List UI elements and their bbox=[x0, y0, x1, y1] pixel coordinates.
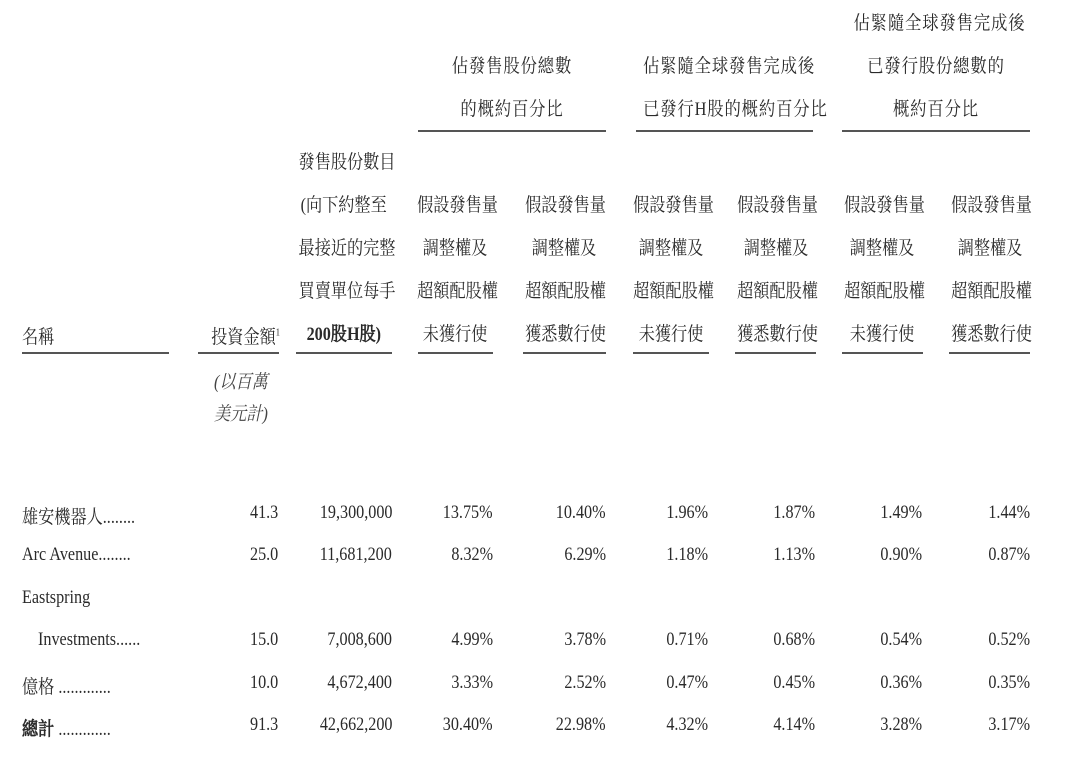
header-line: 200股H股) bbox=[306, 324, 382, 345]
cell-pct: 30.40% bbox=[443, 714, 493, 735]
column-underline bbox=[949, 352, 1030, 354]
dot-leader: ............. bbox=[54, 677, 111, 698]
column-header-h-fully-exercised bbox=[730, 184, 822, 356]
header-line: 超額配股權 bbox=[525, 281, 606, 302]
row-name: 億格 bbox=[22, 677, 55, 698]
column-header-investment bbox=[198, 322, 280, 349]
column-underline bbox=[523, 352, 606, 354]
column-header-total-fully-exercised bbox=[944, 184, 1036, 356]
header-line: 的概約百分比 bbox=[460, 99, 564, 120]
dot-leader: ............. bbox=[54, 719, 111, 740]
cell-shares: 4,672,400 bbox=[327, 672, 392, 693]
cell-investment: 41.3 bbox=[249, 502, 278, 523]
header-line: 調整權及 bbox=[638, 238, 704, 259]
cell-pct: 1.18% bbox=[666, 544, 708, 565]
cell-pct: 0.47% bbox=[666, 672, 708, 693]
cell-pct: 1.87% bbox=[773, 502, 815, 523]
cell-pct: 1.44% bbox=[988, 502, 1030, 523]
header-line: 獲悉數行使 bbox=[525, 324, 606, 345]
row-name-continued: Investments bbox=[38, 629, 117, 650]
header-line: 調整權及 bbox=[422, 238, 488, 259]
group-underline bbox=[636, 130, 813, 132]
cell-pct: 0.90% bbox=[880, 544, 922, 565]
header-line: 最接近的完整 bbox=[298, 238, 396, 259]
column-underline bbox=[198, 352, 279, 354]
cell-pct: 3.33% bbox=[451, 672, 493, 693]
footnote-marker: 1 bbox=[275, 327, 280, 339]
header-line: 調整權及 bbox=[849, 238, 915, 259]
header-line: 已發行股份總數的 bbox=[867, 56, 1005, 77]
cell-pct: 0.68% bbox=[773, 629, 815, 650]
column-header-investment-label: 投資金額 bbox=[211, 327, 276, 348]
cell-pct: 0.36% bbox=[880, 672, 922, 693]
column-underline bbox=[296, 352, 392, 354]
header-line: 超額配股權 bbox=[844, 281, 925, 302]
cell-shares: 19,300,000 bbox=[319, 502, 392, 523]
unit-line: (以百萬 bbox=[214, 372, 268, 393]
group-underline bbox=[418, 130, 606, 132]
header-line: 買賣單位每手 bbox=[298, 281, 396, 302]
cell-pct: 0.71% bbox=[666, 629, 708, 650]
dot-leader: ........ bbox=[98, 544, 131, 565]
column-header-offer-not-exercised bbox=[410, 184, 500, 356]
cell-pct: 10.40% bbox=[556, 502, 606, 523]
column-underline bbox=[633, 352, 709, 354]
header-line: 佔緊隨全球發售完成後 bbox=[643, 56, 816, 77]
header-line: 超額配股權 bbox=[737, 281, 818, 302]
cell-pct: 4.14% bbox=[773, 714, 815, 735]
header-line: 假設發售量 bbox=[633, 195, 714, 216]
column-underline bbox=[842, 352, 923, 354]
header-line: 未獲行使 bbox=[638, 324, 704, 345]
group-underline bbox=[842, 130, 1030, 132]
header-line: 概約百分比 bbox=[892, 99, 979, 120]
column-underline bbox=[735, 352, 816, 354]
dot-leader: ........ bbox=[102, 507, 136, 528]
column-header-name-label: 名稱 bbox=[22, 327, 55, 348]
header-line: 調整權及 bbox=[743, 238, 809, 259]
header-line: 發售股份數目 bbox=[298, 152, 396, 173]
cell-pct: 0.87% bbox=[988, 544, 1030, 565]
cell-investment: 25.0 bbox=[249, 544, 278, 565]
column-underline bbox=[418, 352, 493, 354]
column-header-offer-fully-exercised bbox=[518, 184, 610, 356]
cell-pct: 6.29% bbox=[564, 544, 606, 565]
group-header-total-shares bbox=[840, 13, 1032, 142]
cell-pct: 1.49% bbox=[880, 502, 922, 523]
cell-pct: 3.78% bbox=[564, 629, 606, 650]
header-line: 獲悉數行使 bbox=[737, 324, 818, 345]
dot-leader: ...... bbox=[116, 629, 141, 650]
header-line: 調整權及 bbox=[957, 238, 1023, 259]
cell-shares: 7,008,600 bbox=[327, 629, 392, 650]
header-line: 獲悉數行使 bbox=[951, 324, 1032, 345]
header-line: 超額配股權 bbox=[417, 281, 498, 302]
column-header-h-not-exercised bbox=[626, 184, 716, 356]
cell-pct: 22.98% bbox=[556, 714, 606, 735]
row-name: 總計 bbox=[22, 719, 55, 740]
header-line: 未獲行使 bbox=[422, 324, 488, 345]
header-line: 假設發售量 bbox=[951, 195, 1032, 216]
column-underline bbox=[22, 352, 169, 354]
cell-pct: 13.75% bbox=[443, 502, 493, 523]
cell-shares: 11,681,200 bbox=[319, 544, 392, 565]
cell-pct: 8.32% bbox=[451, 544, 493, 565]
header-line: 調整權及 bbox=[531, 238, 597, 259]
cell-pct: 3.28% bbox=[880, 714, 922, 735]
cell-pct: 0.45% bbox=[773, 672, 815, 693]
cell-investment: 15.0 bbox=[249, 629, 278, 650]
column-header-name bbox=[22, 322, 60, 349]
header-line: 超額配股權 bbox=[951, 281, 1032, 302]
cell-investment: 10.0 bbox=[249, 672, 278, 693]
cell-pct: 2.52% bbox=[564, 672, 606, 693]
cell-investment: 91.3 bbox=[249, 714, 278, 735]
cell-pct: 0.54% bbox=[880, 629, 922, 650]
cell-pct: 4.32% bbox=[666, 714, 708, 735]
row-name: Eastspring bbox=[22, 587, 91, 608]
header-line: 未獲行使 bbox=[849, 324, 915, 345]
cell-pct: 4.99% bbox=[451, 629, 493, 650]
row-name: 雄安機器人 bbox=[22, 507, 103, 528]
header-line: 佔發售股份總數 bbox=[451, 56, 573, 77]
header-line: 假設發售量 bbox=[844, 195, 925, 216]
column-header-total-not-exercised bbox=[837, 184, 927, 356]
cell-pct: 0.35% bbox=[988, 672, 1030, 693]
header-line: 假設發售量 bbox=[525, 195, 606, 216]
cell-pct: 1.13% bbox=[773, 544, 815, 565]
header-line: 超額配股權 bbox=[633, 281, 714, 302]
header-line: 佔緊隨全球發售完成後 bbox=[853, 13, 1026, 34]
header-line: 假設發售量 bbox=[417, 195, 498, 216]
cell-pct: 1.96% bbox=[666, 502, 708, 523]
cell-pct: 3.17% bbox=[988, 714, 1030, 735]
cell-pct: 0.52% bbox=[988, 629, 1030, 650]
row-name: Arc Avenue bbox=[22, 544, 99, 565]
header-line: (向下約整至 bbox=[300, 195, 388, 216]
investment-unit-note: (以百萬 美元計) bbox=[214, 372, 268, 425]
cell-shares: 42,662,200 bbox=[319, 714, 392, 735]
header-line: 已發行H股的概約百分比 bbox=[643, 99, 828, 120]
column-header-shares bbox=[290, 141, 398, 356]
header-line: 假設發售量 bbox=[737, 195, 818, 216]
